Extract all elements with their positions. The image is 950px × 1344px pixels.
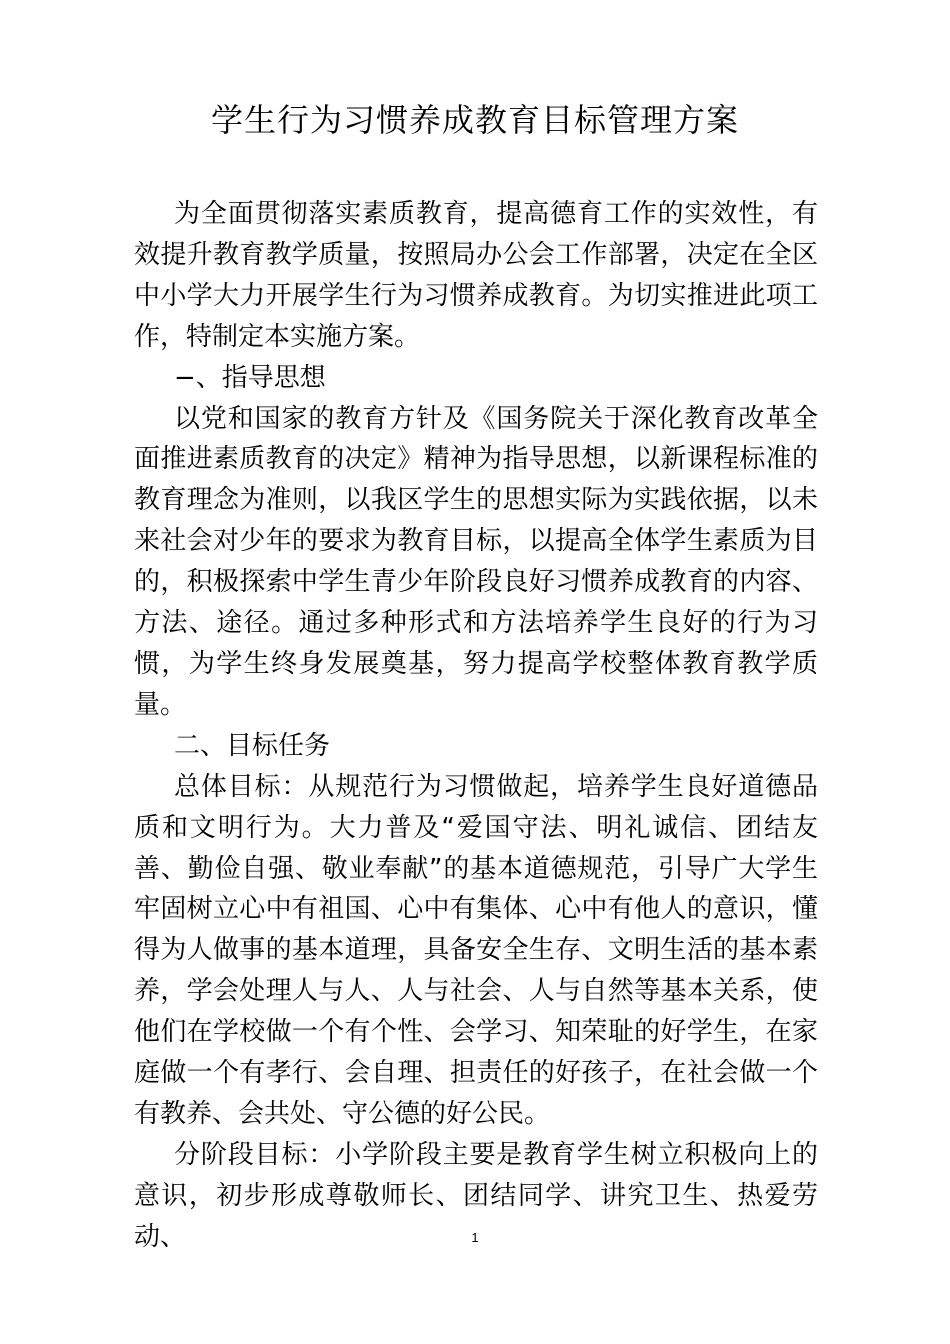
document-title: 学生行为习惯养成教育目标管理方案 bbox=[210, 101, 739, 139]
overall-goal-paragraph: 总体目标：从规范行为习惯做起，培养学生良好道德品质和文明行为。大力普及“爱国守法、明礼诚信、团结友善、勤俭自强、敬业奉献”的基本道德规范，引导广大学生牢固树立心中有祖国、心中有集体、心中有他人的意识，懂得为人做事的基本道理，具备安全生存、文明生活的基本素养，学会处理人与人、人与社会、人与自然等基本关系，使他们在学校做一个有个性、会学习、知荣耻的好学生，在家庭做一个有孝行、会自理、担责任的好孩子，在社会做一个有教养、会共处、守公德的好公民。 bbox=[134, 771, 818, 1129]
document-body bbox=[134, 194, 818, 1258]
stage-goal-paragraph: 分阶段目标：小学阶段主要是教育学生树立积极向上的意识，初步形成尊敬师长、团结同学、讲究卫生、热爱劳动、 bbox=[134, 1139, 818, 1252]
intro-paragraph: 为全面贯彻落实素质教育，提高德育工作的实效性，有效提升教育教学质量，按照局办公会工作部署，决定在全区中小学大力开展学生行为习惯养成教育。为切实推进此项工作，特制定本实施方案。 bbox=[134, 199, 818, 352]
section-heading-goals: 二、目标任务 bbox=[174, 730, 331, 761]
guiding-ideology-paragraph: 以党和国家的教育方针及《国务院关于深化教育改革全面推进素质教育的决定》精神为指导思想，以新课程标准的教育理念为准则，以我区学生的思想实际为实践依据，以未来社会对少年的要求为教育目标，以提高全体学生素质为目的，积极探索中学生青少年阶段良好习惯养成教育的内容、方法、途径。通过多种形式和方法培养学生良好的行为习惯，为学生终身发展奠基，努力提高学校整体教育教学质量。 bbox=[134, 403, 818, 720]
page-number: 1 bbox=[471, 1230, 479, 1245]
section-heading-guiding-ideology: −、指导思想 bbox=[174, 362, 326, 393]
